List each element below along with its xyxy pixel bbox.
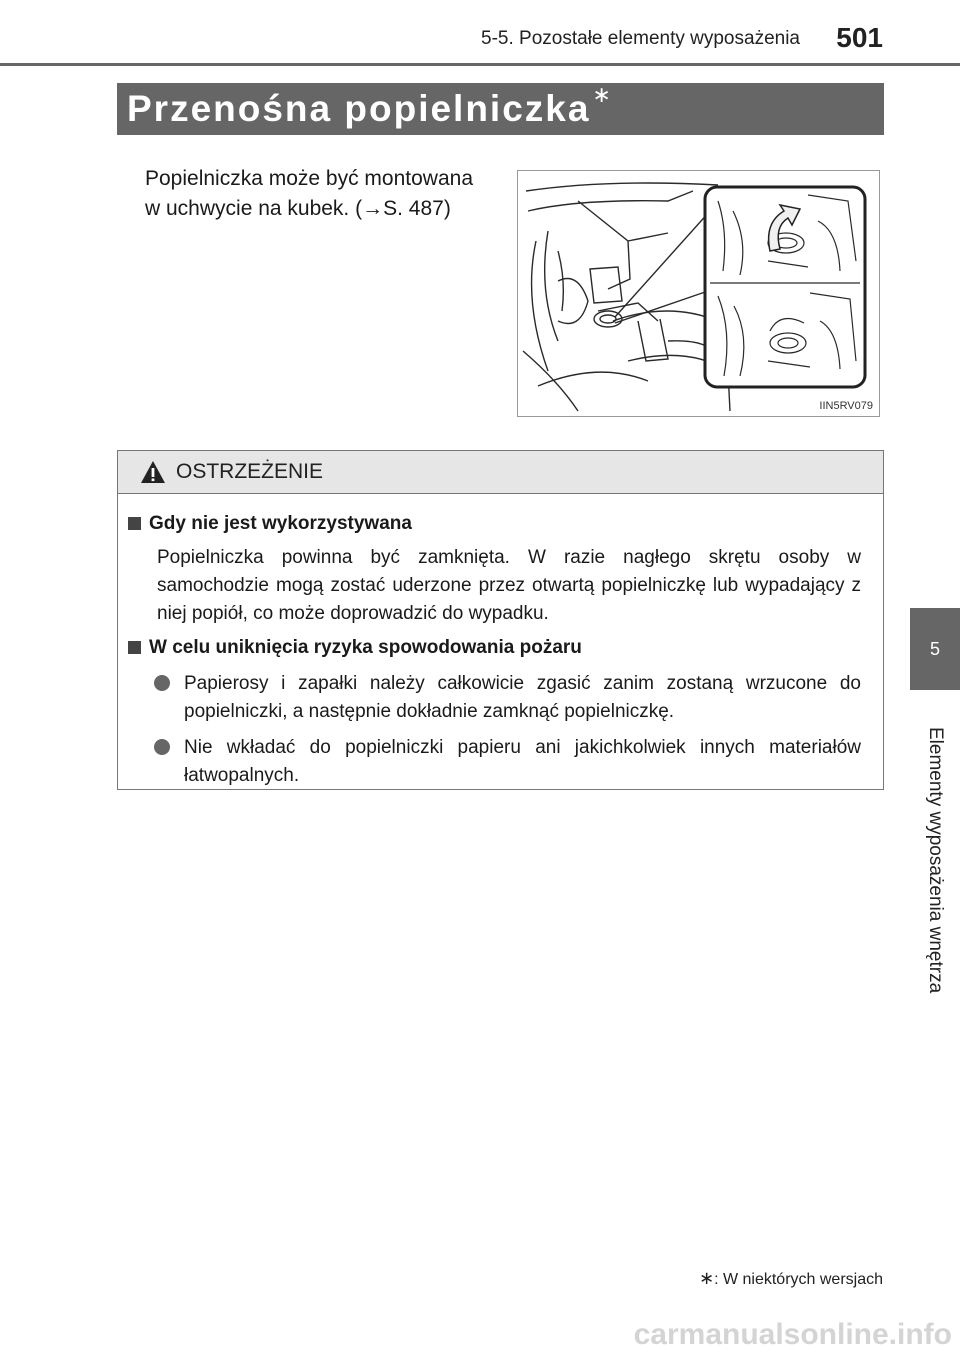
chapter-tab-number: 5 (910, 608, 960, 690)
footnote (699, 1268, 883, 1289)
warning-body (118, 494, 883, 790)
intro-line-2-prefix: w uchwycie na kubek. ( (145, 197, 363, 220)
warning-box (117, 450, 884, 790)
warning-heading-2: W celu uniknięcia ryzyka spowodowania pożaru (149, 637, 582, 658)
footnote-marker: ∗ (698, 1268, 715, 1288)
header-section-title: 5-5. Pozostałe elementy wyposażenia (481, 28, 800, 49)
square-bullet-icon (128, 641, 141, 654)
warning-bullet-item (154, 734, 861, 790)
warning-bullet-text-2: Nie wkładać do popielniczki papieru ani jakichkolwiek innych materiałów łatwopalnych. (184, 737, 861, 786)
intro-line-2 (145, 194, 505, 224)
warning-bullet-text-1: Papierosy i zapałki należy całkowicie zgasić zanim zostaną wrzucone do popielniczki, a następnie dokładnie zamknąć popielniczkę. (184, 673, 861, 722)
warning-bullet-item (154, 670, 861, 726)
ashtray-illustration (517, 170, 880, 417)
chapter-tab-label: Elementy wyposażenia wnętrza (925, 726, 946, 994)
arrow-right-icon: → (362, 197, 384, 220)
warning-heading-fire (128, 634, 861, 662)
warning-header (118, 451, 883, 494)
watermark: carmanualsonline.info (633, 1318, 952, 1351)
warning-heading-unused (128, 510, 861, 538)
header-rule (0, 63, 960, 66)
circle-bullet-icon (154, 675, 170, 691)
intro-page-reference: S. 487) (383, 197, 451, 220)
section-title-bar (117, 83, 884, 135)
section-title: Przenośna popielniczka (127, 88, 591, 129)
warning-paragraph-1: Popielniczka powinna być zamknięta. W razie nagłego skrętu osoby w samochodzie mogą zostać uderzone przez otwartą popielniczkę lub wypadający z niej popiół, co może doprowadzić do wypadku. (157, 547, 861, 624)
chapter-tab-label-container (910, 690, 960, 1030)
square-bullet-icon (128, 517, 141, 530)
warning-title: OSTRZEŻENIE (176, 460, 324, 483)
page-number: 501 (836, 22, 883, 53)
title-footnote-marker: ∗ (592, 82, 611, 107)
figure-code: IIN5RV079 (819, 400, 873, 412)
intro-line-1: Popielniczka może być montowana (145, 167, 474, 190)
footnote-text: : W niektórych wersjach (714, 1271, 883, 1288)
intro-text (145, 164, 505, 224)
car-interior-drawing (518, 171, 879, 416)
warning-triangle-icon (140, 460, 166, 484)
circle-bullet-icon (154, 739, 170, 755)
warning-heading-1: Gdy nie jest wykorzystywana (149, 513, 412, 534)
